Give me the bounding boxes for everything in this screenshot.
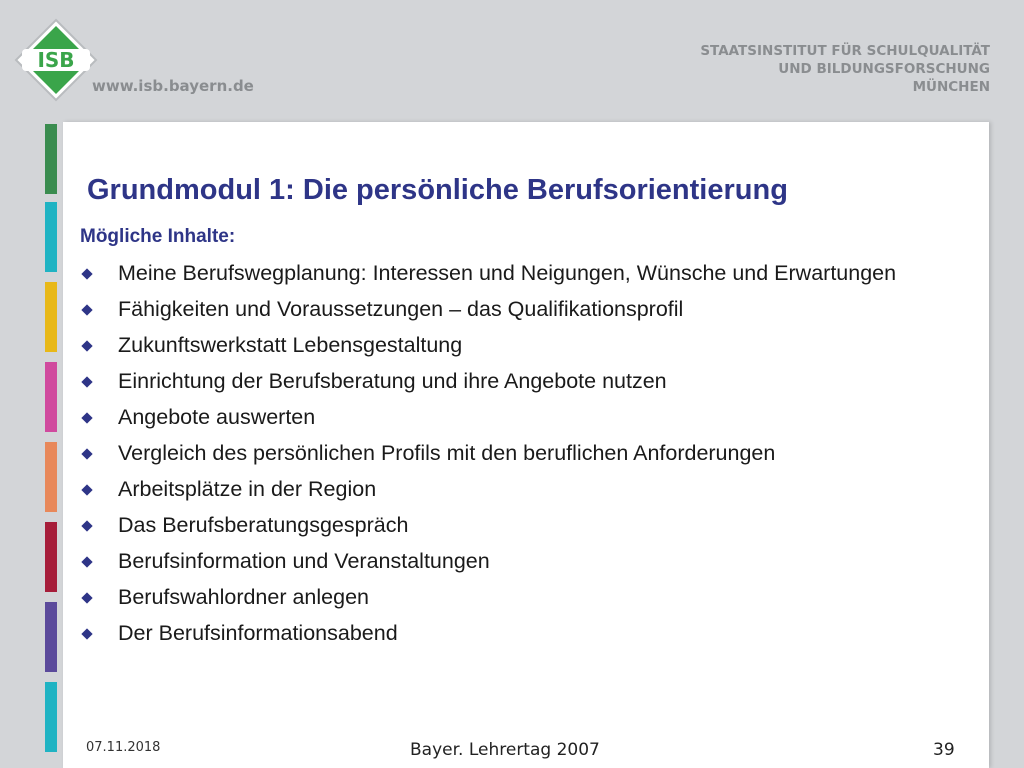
bullet-item <box>80 260 940 286</box>
slide-panel <box>63 122 989 768</box>
color-bar <box>45 362 57 432</box>
bullet-item <box>80 584 940 610</box>
diamond-bullet-icon <box>81 268 92 279</box>
institute-line: STAATSINSTITUT FÜR SCHULQUALITÄT <box>700 43 990 59</box>
isb-logo <box>14 18 98 102</box>
color-bar <box>45 124 57 194</box>
institute-name <box>700 42 990 96</box>
color-bar <box>45 442 57 512</box>
bullet-text: Arbeitsplätze in der Region <box>118 477 377 501</box>
institute-line: UND BILDUNGSFORSCHUNG <box>778 61 990 77</box>
bullet-text: Berufsinformation und Veranstaltungen <box>118 549 490 573</box>
logo-text: ISB <box>37 48 75 72</box>
diamond-bullet-icon <box>81 376 92 387</box>
bullet-item <box>80 296 940 322</box>
color-bar <box>45 282 57 352</box>
slide-title: Grundmodul 1: Die persönliche Berufsorientierung <box>87 174 788 206</box>
color-bar <box>45 682 57 752</box>
bullet-item <box>80 620 940 646</box>
diamond-bullet-icon <box>81 556 92 567</box>
diamond-bullet-icon <box>81 520 92 531</box>
page-number: 39 <box>933 740 955 760</box>
color-bar <box>45 602 57 672</box>
slide-subtitle: Mögliche Inhalte: <box>80 226 236 247</box>
header <box>0 0 1024 120</box>
color-bar <box>45 522 57 592</box>
bullet-text: Berufswahlordner anlegen <box>118 585 369 609</box>
diamond-bullet-icon <box>81 628 92 639</box>
footer-event: Bayer. Lehrertag 2007 <box>410 740 600 760</box>
bullet-item <box>80 368 940 394</box>
diamond-bullet-icon <box>81 340 92 351</box>
bullet-text: Meine Berufswegplanung: Interessen und Neigungen, Wünsche und Erwartungen <box>118 261 897 285</box>
diamond-bullet-icon <box>81 484 92 495</box>
color-bar <box>45 202 57 272</box>
bullet-text: Vergleich des persönlichen Profils mit den beruflichen Anforderungen <box>118 441 776 465</box>
bullet-item <box>80 512 940 538</box>
bullet-text: Fähigkeiten und Voraussetzungen – das Qualifikationsprofil <box>118 297 684 321</box>
bullet-text: Zukunftswerkstatt Lebensgestaltung <box>118 333 463 357</box>
institute-line: MÜNCHEN <box>912 79 990 95</box>
bullet-item <box>80 476 940 502</box>
bullet-item <box>80 332 940 358</box>
bullet-text: Der Berufsinformationsabend <box>118 621 398 645</box>
bullet-list <box>80 260 940 656</box>
diamond-bullet-icon <box>81 412 92 423</box>
logo-url: www.isb.bayern.de <box>92 77 254 95</box>
footer-date: 07.11.2018 <box>86 740 161 755</box>
bullet-item <box>80 548 940 574</box>
bullet-item <box>80 404 940 430</box>
bullet-text: Angebote auswerten <box>118 405 316 429</box>
diamond-bullet-icon <box>81 592 92 603</box>
bullet-text: Einrichtung der Berufsberatung und ihre Angebote nutzen <box>118 369 667 393</box>
diamond-bullet-icon <box>81 304 92 315</box>
bullet-text: Das Berufsberatungsgespräch <box>118 513 409 537</box>
bullet-item <box>80 440 940 466</box>
diamond-bullet-icon <box>81 448 92 459</box>
